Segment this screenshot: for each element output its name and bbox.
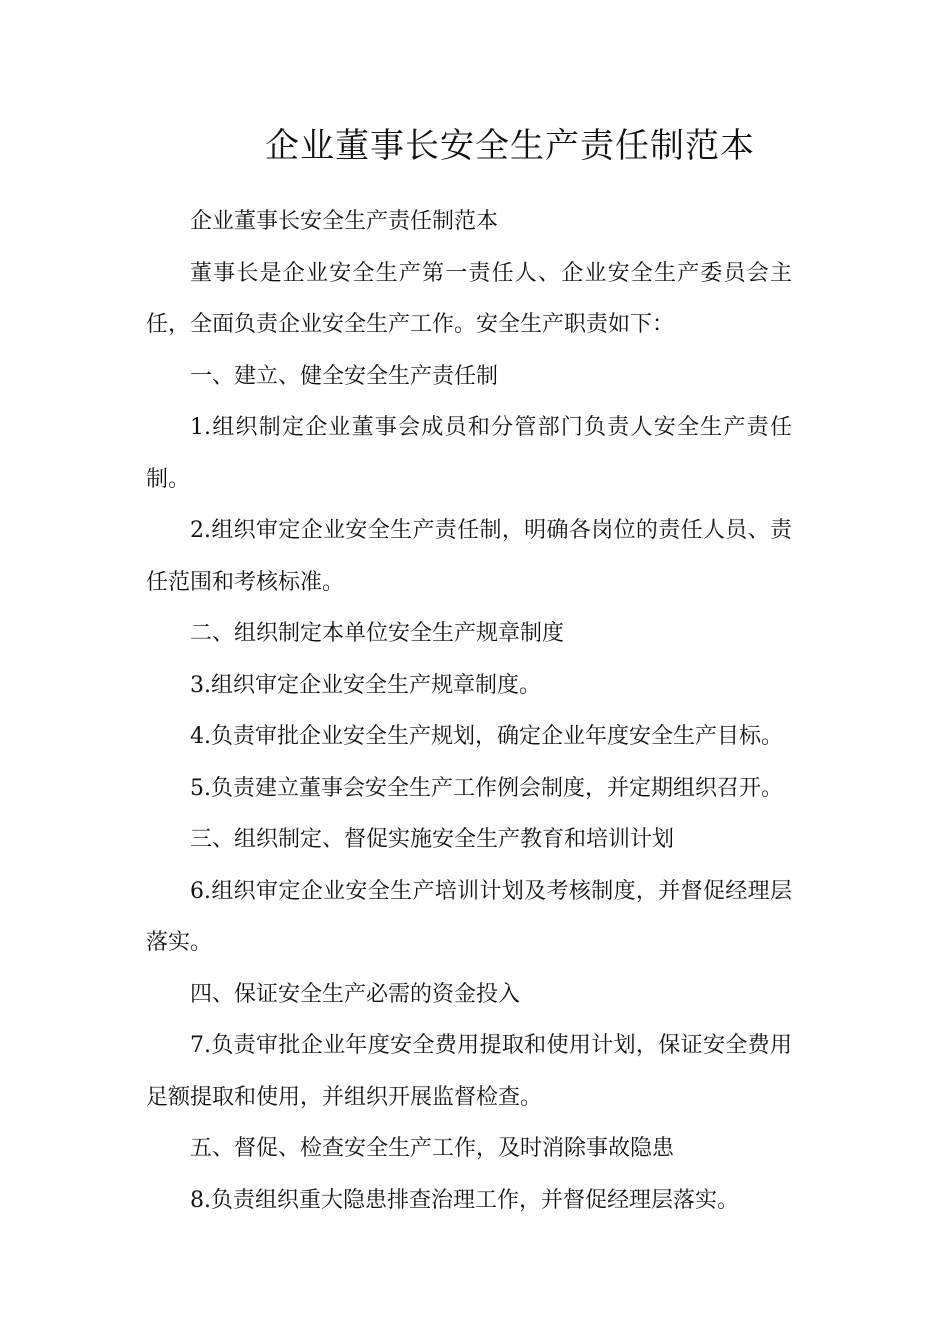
- list-item-1: 1.组织制定企业董事会成员和分管部门负责人安全生产责任制。: [146, 415, 792, 492]
- list-item-4: 4.负责审批企业安全生产规划，确定企业年度安全生产目标。: [190, 724, 783, 749]
- paragraph-subtitle: 企业董事长安全生产责任制范本: [190, 209, 499, 234]
- list-item-5: 5.负责建立董事会安全生产工作例会制度，并定期组织召开。: [190, 775, 783, 801]
- list-item-2: 2.组织审定企业安全生产责任制，明确各岗位的责任人员、责任范围和考核标准。: [146, 518, 792, 595]
- list-item-3: 3.组织审定企业安全生产规章制度。: [190, 672, 541, 698]
- document-title: 企业董事长安全生产责任制范本: [265, 126, 755, 166]
- section-heading-1: 一、建立、健全安全生产责任制: [190, 363, 499, 389]
- section-heading-4: 四、保证安全生产必需的资金投入: [190, 981, 521, 1007]
- document-body: [146, 196, 792, 1226]
- section-heading-3: 三、组织制定、督促实施安全生产教育和培训计划: [190, 827, 675, 852]
- list-item-8: 8.负责组织重大隐患排查治理工作，并督促经理层落实。: [190, 1187, 739, 1213]
- section-heading-2: 二、组织制定本单位安全生产规章制度: [190, 621, 565, 646]
- list-item-7: 7.负责审批企业年度安全费用提取和使用计划，保证安全费用足额提取和使用，并组织开展监督检查。: [146, 1033, 792, 1110]
- section-heading-5: 五、督促、检查安全生产工作，及时消除事故隐患: [190, 1136, 675, 1161]
- paragraph-intro: 董事长是企业安全生产第一责任人、企业安全生产委员会主任，全面负责企业安全生产工作。安全生产职责如下：: [146, 260, 792, 337]
- list-item-6: 6.组织审定企业安全生产培训计划及考核制度，并督促经理层落实。: [146, 878, 792, 955]
